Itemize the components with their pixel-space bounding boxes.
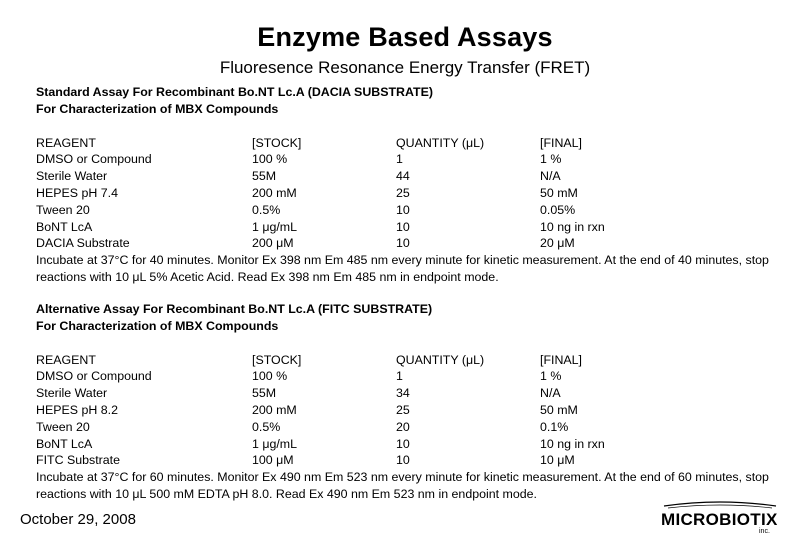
page-subtitle: Fluoresence Resonance Energy Transfer (FRET) <box>219 58 591 77</box>
reagent-cell: BoNT LcA <box>36 436 93 451</box>
column-header-final: [FINAL] <box>540 352 582 367</box>
column-header-stock: [STOCK] <box>252 352 302 367</box>
column-header-final: [FINAL] <box>540 135 582 150</box>
table-row <box>36 452 796 469</box>
section-heading-line-2: For Characterization of MBX Compounds <box>36 101 279 116</box>
quantity-cell: 44 <box>396 169 410 184</box>
stock-cell: 200 μM <box>252 236 294 251</box>
reagent-cell: DMSO or Compound <box>36 152 152 167</box>
page-title: Enzyme Based Assays <box>257 22 553 52</box>
section-heading-line-2: For Characterization of MBX Compounds <box>36 318 279 333</box>
reagent-table <box>36 352 796 470</box>
quantity-cell: 20 <box>396 419 410 434</box>
reagent-cell: HEPES pH 7.4 <box>36 185 118 200</box>
table-row <box>36 151 796 168</box>
standard-assay-section <box>36 84 796 286</box>
reagent-cell: Tween 20 <box>36 202 90 217</box>
quantity-cell: 10 <box>396 236 410 251</box>
stock-cell: 200 mM <box>252 402 297 417</box>
section-heading-line-1: Alternative Assay For Recombinant Bo.NT Lc.A (FITC SUBSTRATE) <box>36 302 433 316</box>
table-row <box>36 402 796 419</box>
logo-suffix: inc. <box>759 528 770 534</box>
final-cell: N/A <box>540 386 561 401</box>
final-cell: 10 ng in rxn <box>540 436 605 451</box>
table-header-row <box>36 352 796 369</box>
reagent-cell: DMSO or Compound <box>36 369 152 384</box>
reagent-cell: Sterile Water <box>36 386 108 401</box>
stock-cell: 1 μg/mL <box>252 436 298 451</box>
stock-cell: 200 mM <box>252 185 297 200</box>
table-row <box>36 185 796 202</box>
final-cell: N/A <box>540 169 561 184</box>
final-cell: 10 μM <box>540 453 575 468</box>
table-row <box>36 419 796 436</box>
column-header-reagent: REAGENT <box>36 135 96 150</box>
column-header-quantity: QUANTITY (μL) <box>396 135 485 150</box>
final-cell: 50 mM <box>540 402 578 417</box>
table-row <box>36 385 796 402</box>
column-header-quantity: QUANTITY (μL) <box>396 352 485 367</box>
section-heading <box>36 84 796 118</box>
reagent-cell: Sterile Water <box>36 169 108 184</box>
column-header-stock: [STOCK] <box>252 135 302 150</box>
table-header-row <box>36 135 796 152</box>
final-cell: 0.1% <box>540 419 569 434</box>
section-heading <box>36 301 796 335</box>
quantity-cell: 10 <box>396 436 410 451</box>
reagent-table <box>36 135 796 253</box>
reagent-cell: FITC Substrate <box>36 453 121 468</box>
table-row <box>36 202 796 219</box>
quantity-cell: 1 <box>396 152 403 167</box>
table-row <box>36 219 796 236</box>
logo-wordmark: MICROBIOTIX <box>661 510 778 529</box>
quantity-cell: 10 <box>396 453 410 468</box>
table-row <box>36 168 796 185</box>
quantity-cell: 25 <box>396 402 410 417</box>
quantity-cell: 10 <box>396 202 410 217</box>
stock-cell: 1 μg/mL <box>252 219 298 234</box>
table-row <box>36 368 796 385</box>
quantity-cell: 34 <box>396 386 410 401</box>
table-row <box>36 235 796 252</box>
stock-cell: 100 μM <box>252 453 294 468</box>
stock-cell: 55M <box>252 386 277 401</box>
stock-cell: 100 % <box>252 152 288 167</box>
quantity-cell: 1 <box>396 369 403 384</box>
microbiotix-logo <box>660 500 780 534</box>
table-row <box>36 436 796 453</box>
reagent-cell: DACIA Substrate <box>36 236 130 251</box>
reagent-cell: HEPES pH 8.2 <box>36 402 118 417</box>
final-cell: 10 ng in rxn <box>540 219 605 234</box>
footer-date: October 29, 2008 <box>20 511 136 528</box>
final-cell: 0.05% <box>540 202 576 217</box>
stock-cell: 0.5% <box>252 419 281 434</box>
incubation-note: Incubate at 37°C for 60 minutes. Monitor Ex 490 nm Em 523 nm every minute for kinetic measurement. At the end of 60 minutes, stop reactions with 10 μL 500 mM EDTA pH 8.0. Read Ex 490 nm Em 523 nm in endpoint mode. <box>36 470 769 501</box>
quantity-cell: 10 <box>396 219 410 234</box>
final-cell: 50 mM <box>540 185 578 200</box>
stock-cell: 100 % <box>252 369 288 384</box>
incubation-note: Incubate at 37°C for 40 minutes. Monitor Ex 398 nm Em 485 nm every minute for kinetic measurement. At the end of 40 minutes, stop reactions with 10 μL 5% Acetic Acid. Read Ex 398 nm Em 485 nm in endpoint mode. <box>36 253 769 284</box>
quantity-cell: 25 <box>396 185 410 200</box>
column-header-reagent: REAGENT <box>36 352 96 367</box>
stock-cell: 0.5% <box>252 202 281 217</box>
section-heading-line-1: Standard Assay For Recombinant Bo.NT Lc.A (DACIA SUBSTRATE) <box>36 85 433 99</box>
alternative-assay-section <box>36 301 796 503</box>
final-cell: 20 μM <box>540 236 575 251</box>
reagent-cell: BoNT LcA <box>36 219 93 234</box>
final-cell: 1 % <box>540 369 562 384</box>
stock-cell: 55M <box>252 169 277 184</box>
final-cell: 1 % <box>540 152 562 167</box>
logo-swoosh-icon <box>664 502 776 508</box>
reagent-cell: Tween 20 <box>36 419 90 434</box>
